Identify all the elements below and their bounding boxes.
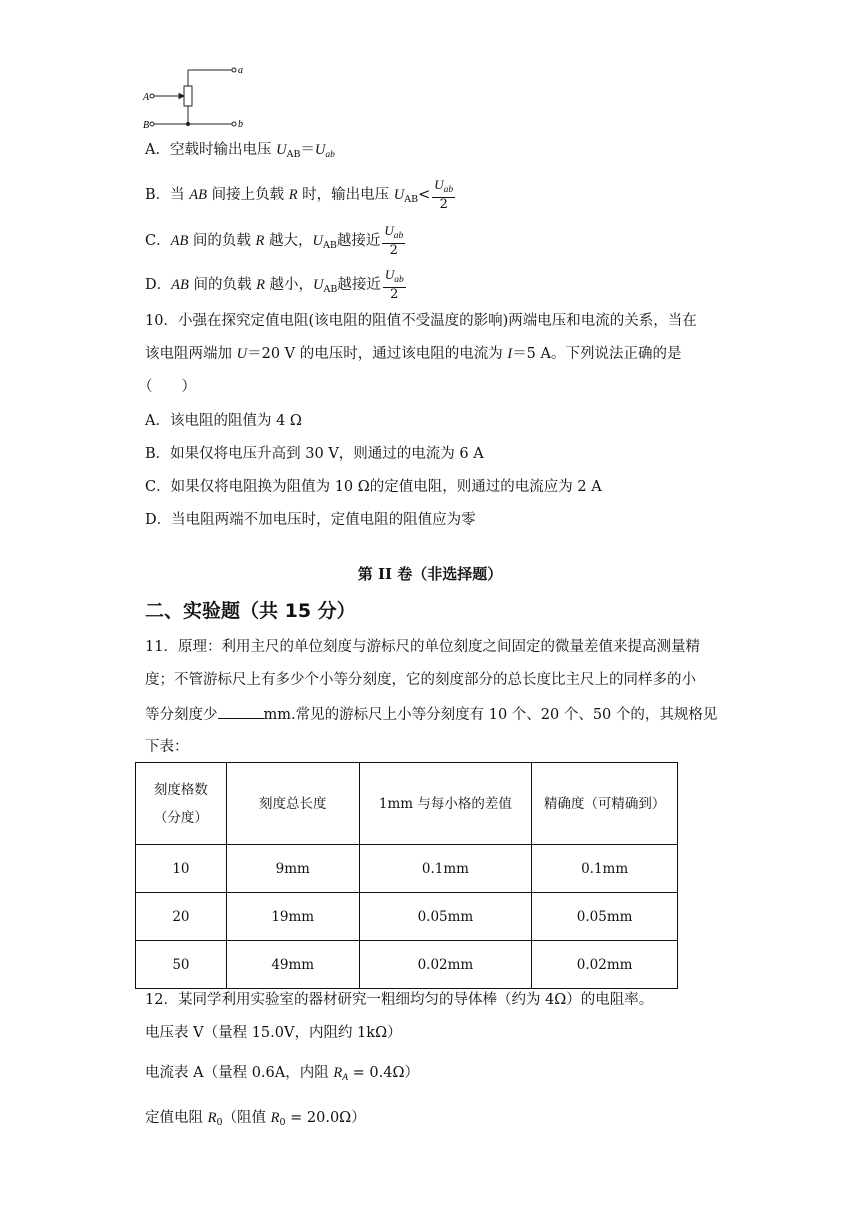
q12-voltmeter: 电压表 V（量程 15.0V，内阻约 1kΩ）	[145, 1025, 402, 1041]
q10-option-a: A．该电阻的阻值为 4 Ω	[145, 413, 302, 429]
table-cell: 0.05mm	[359, 893, 532, 941]
fraction-uab-over-2: $\frac{U_{ab}}{2}$	[384, 267, 404, 302]
q9-option-d: D．AB 间的负载 R 越小，$U_{AB}$越接近 $\frac{U_{ab}}{2}$	[145, 267, 404, 302]
q10-option-c: C．如果仅将电阻换为阻值为 10 Ω的定值电阻，则通过的电流应为 2 A	[145, 479, 602, 495]
table-row	[136, 893, 678, 941]
table-cell: 0.1mm	[359, 845, 532, 893]
fraction-uab-over-2: $\frac{U_{ab}}{2}$	[384, 223, 404, 258]
q10-option-b: B．如果仅将电压升高到 30 V，则通过的电流为 6 A	[145, 446, 484, 462]
table-cell: 49mm	[226, 941, 359, 989]
q10-stem-line2: 该电阻两端加 U＝20 V 的电压时，通过该电阻的电流为 I＝5 A。下列说法正确的是	[145, 346, 682, 362]
label-b: b	[238, 119, 243, 130]
q10-answer-paren: （ ）	[138, 379, 196, 395]
table-cell: 0.02mm	[359, 941, 532, 989]
table-cell: 0.02mm	[532, 941, 678, 989]
q12-fixed-resistor: 定值电阻 $R_0$（阻值 $R_0 = 20.0\Omega$）	[145, 1110, 366, 1128]
q12-stem: 12．某同学利用实验室的器材研究一粗细均匀的导体棒（约为 4Ω）的电阻率。	[145, 992, 654, 1008]
vernier-spec-table	[135, 762, 678, 989]
label-B: B	[143, 120, 150, 131]
table-header-cell: 刻度格数（分度）	[136, 763, 227, 845]
q11-line2: 度；不管游标尺上有多少个小等分刻度，它的刻度部分的总长度比主尺上的同样多的小	[145, 672, 696, 688]
label-a: a	[238, 65, 243, 76]
section-title: 二、实验题（共 15 分）	[145, 600, 356, 622]
table-cell: 19mm	[226, 893, 359, 941]
table-cell: 9mm	[226, 845, 359, 893]
q10-stem-line1: 10．小强在探究定值电阻(该电阻的阻值不受温度的影响)两端电压和电流的关系，当在	[145, 313, 697, 329]
table-cell: 10	[136, 845, 227, 893]
label-A: A	[143, 92, 150, 103]
table-cell: 0.05mm	[532, 893, 678, 941]
q11-line3: 等分刻度少 mm.常见的游标尺上小等分刻度有 10 个、20 个、50 个的，其规格见	[145, 704, 717, 725]
q10-option-d: D．当电阻两端不加电压时，定值电阻的阻值应为零	[145, 512, 476, 528]
table-header-cell: 刻度总长度	[226, 763, 359, 845]
table-row	[136, 941, 678, 989]
fraction-uab-over-2: $\frac{U_{ab}}{2}$	[434, 177, 454, 212]
q9-option-c: C．AB 间的负载 R 越大，$U_{AB}$越接近 $\frac{U_{ab}}{2}$	[145, 223, 404, 258]
q9-option-a: A．空载时输出电压 $U_{AB}=U_{ab}$	[145, 142, 335, 160]
table-cell: 20	[136, 893, 227, 941]
fill-in-blank[interactable]	[218, 704, 264, 719]
q11-line1: 11．原理：利用主尺的单位刻度与游标尺的单位刻度之间固定的微量差值来提高测量精	[145, 639, 700, 655]
part2-title: 第 II 卷（非选择题）	[357, 565, 503, 583]
table-row	[136, 845, 678, 893]
table-header-cell: 1mm 与每小格的差值	[359, 763, 532, 845]
table-cell: 0.1mm	[532, 845, 678, 893]
q9-option-b: B．当 AB 间接上负载 R 时，输出电压 $U_{AB}<$ $\frac{U_{ab}}{2}$	[145, 177, 454, 212]
table-cell: 50	[136, 941, 227, 989]
potentiometer-circuit-diagram	[140, 64, 250, 134]
table-header-row	[136, 763, 678, 845]
table-header-cell: 精确度（可精确到）	[532, 763, 678, 845]
q12-ammeter: 电流表 A（量程 0.6A，内阻 $R_A = 0.4\Omega$）	[145, 1065, 419, 1083]
q11-line4: 下表：	[145, 739, 189, 755]
